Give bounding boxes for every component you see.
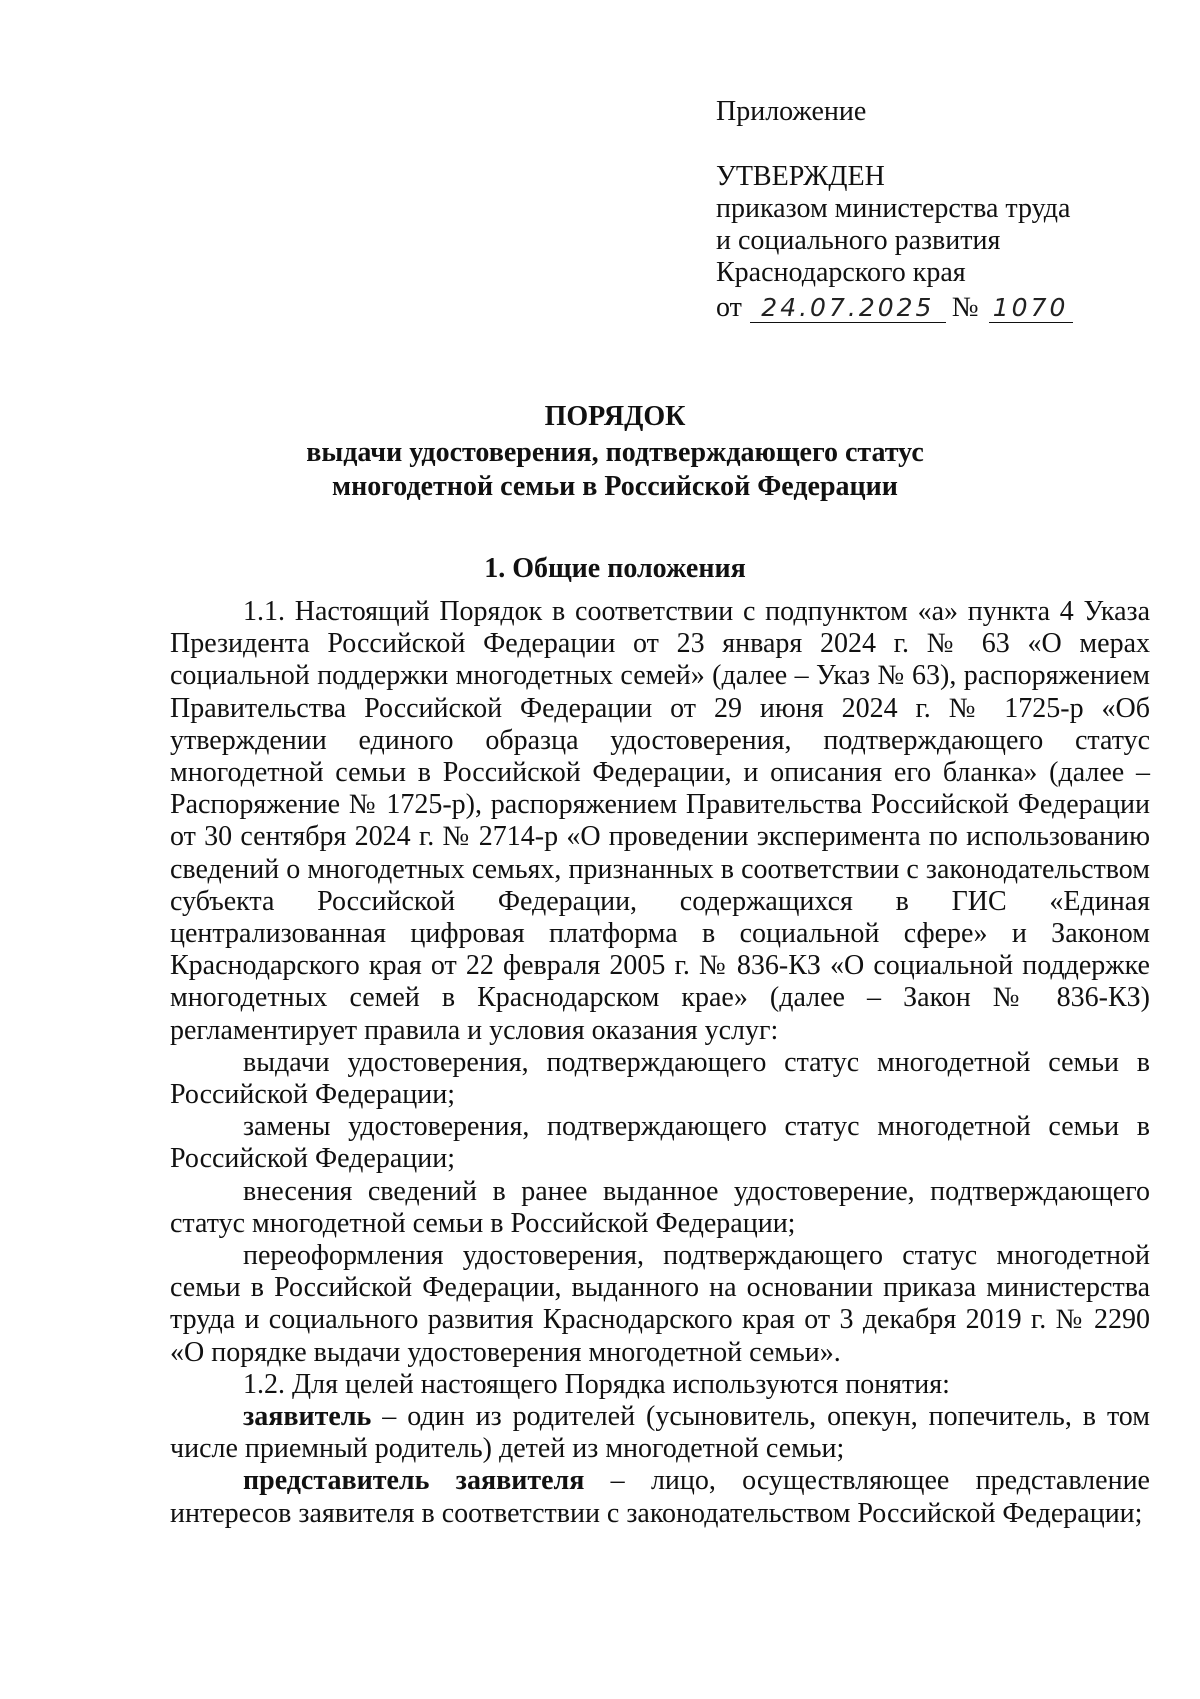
definition-representative: [170, 1465, 1150, 1529]
date-prefix: от: [716, 292, 742, 323]
term-applicant: заявитель: [243, 1401, 372, 1433]
section-heading: 1. Общие положения: [484, 553, 746, 584]
order-date-line: [716, 292, 1136, 324]
approval-line-1: приказом министерства труда: [716, 193, 1071, 224]
number-sign: №: [951, 292, 979, 323]
paragraph-1-1: 1.1. Настоящий Порядок в соответствии с подпунктом «а» пункта 4 Указа Президента Российской Федерации от 23 января 2024 г. № 63 «О мерах социальной поддержки многодетных семей» (далее – Указ № 63), распоряжением Правительства Российской Федерации от 29 июня 2024 г. № 1725-р «Об утверждении единого образца удостоверения, подтверждающего статус многодетной семьи в Российской Федерации, и описания его бланка» (далее – Распоряжение № 1725-р), распоряжением Правительства Российской Федерации от 30 сентября 2024 г. № 2714-р «О проведении эксперимента по использованию сведений о многодетных семьях, признанных в соответствии с законодательством субъекта Российской Федерации, содержащихся в ГИС «Единая централизованная цифровая платформа в социальной сфере» и Законом Краснодарского края от 22 февраля 2005 г. № 836-КЗ «О социальной поддержке многодетных семей в Краснодарском крае» (далее – Закон № 836-КЗ) регламентирует правила и условия оказания услуг:: [170, 596, 1150, 1046]
handwritten-number: 1070: [989, 294, 1073, 323]
approval-line-2: и социального развития: [716, 225, 1001, 256]
paragraph-1-2: 1.2. Для целей настоящего Порядка используются понятия:: [243, 1368, 950, 1400]
document-title: ПОРЯДОК: [544, 401, 686, 432]
approved-label: УТВЕРЖДЕН: [716, 161, 885, 192]
definition-applicant-text: – один из родителей (усыновитель, опекун, попечитель, в том числе приемный родитель) детей из многодетной семьи;: [170, 1401, 1150, 1465]
document-body: [170, 596, 1150, 1530]
approval-line-3: Краснодарского края: [716, 257, 966, 288]
handwritten-date: 24.07.2025: [750, 294, 946, 323]
definition-applicant: [170, 1401, 1150, 1465]
document-title-block: [170, 400, 1060, 586]
appendix-label: Приложение: [716, 96, 867, 127]
document-subtitle-line-2: многодетной семьи в Российской Федерации: [332, 471, 898, 502]
list-item-amendment: внесения сведений в ранее выданное удостоверение, подтверждающего статус многодетной семьи в Российской Федерации;: [170, 1175, 1150, 1239]
list-item-reissue: переоформления удостоверения, подтверждающего статус многодетной семьи в Российской Федерации, выданного на основании приказа министерства труда и социального развития Краснодарского края от 3 декабря 2019 г. № 2290 «О порядке выдачи удостоверения многодетной семьи».: [170, 1240, 1150, 1368]
list-item-issuance: выдачи удостоверения, подтверждающего статус многодетной семьи в Российской Федерации;: [170, 1046, 1150, 1111]
definition-representative-text: – лицо, осуществляющее представление интересов заявителя в соответствии с законодательством Российской Федерации;: [170, 1465, 1150, 1529]
term-representative: представитель заявителя: [243, 1465, 585, 1497]
list-item-replacement: замены удостоверения, подтверждающего статус многодетной семьи в Российской Федерации;: [170, 1111, 1150, 1175]
approval-block: [716, 96, 1136, 324]
document-subtitle-line-1: выдачи удостоверения, подтверждающего статус: [306, 437, 924, 468]
